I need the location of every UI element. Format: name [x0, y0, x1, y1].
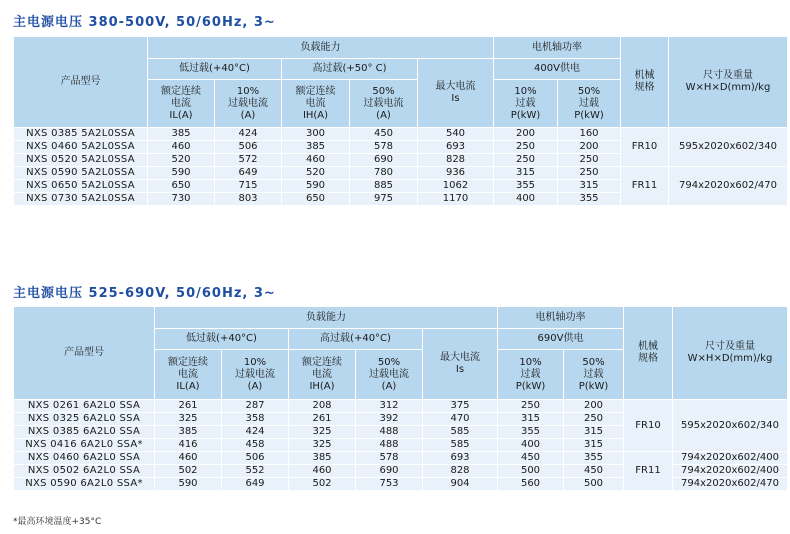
max-current-header: 最大电流 Is: [418, 59, 494, 128]
dims-cell: 794x2020x602/470: [673, 478, 788, 491]
cell: 500: [564, 478, 624, 491]
p50-header: 50% 过载 P(kW): [564, 350, 624, 400]
cell: 312: [356, 400, 423, 413]
cell: 355: [494, 180, 558, 193]
cell: 488: [356, 439, 423, 452]
cell: 200: [494, 128, 558, 141]
model-cell: NXS 0590 6A2L0 SSA*: [14, 478, 155, 491]
spec-table-525-690v: [13, 306, 788, 491]
dims-cell: 595x2020x602/340: [673, 400, 788, 452]
dims-cell: 794x2020x602/400: [673, 465, 788, 478]
cell: 828: [418, 154, 494, 167]
low-overload-header: 低过载(+40°C): [155, 329, 289, 350]
frame-header: 机械 规格: [621, 37, 669, 128]
cell: 590: [148, 167, 215, 180]
model-cell: NXS 0502 6A2L0 SSA: [14, 465, 155, 478]
cell: 975: [350, 193, 418, 206]
table-row: [14, 452, 788, 465]
cell: 400: [494, 193, 558, 206]
cell: 730: [148, 193, 215, 206]
cell: 470: [423, 413, 498, 426]
motor-power-header: 电机轴功率: [498, 307, 624, 329]
cell: 355: [558, 193, 621, 206]
cell: 753: [356, 478, 423, 491]
cell: 424: [215, 128, 282, 141]
load-capacity-header: 负载能力: [148, 37, 494, 59]
cell: 520: [282, 167, 350, 180]
cell: 590: [282, 180, 350, 193]
cell: 585: [423, 426, 498, 439]
cell: 287: [222, 400, 289, 413]
rated-current-header: 额定连续 电流 IL(A): [155, 350, 222, 400]
footnote: *最高环境温度+35°C: [13, 517, 102, 527]
p50-header: 50% 过载 P(kW): [558, 80, 621, 128]
p10-header: 10% 过载 P(kW): [494, 80, 558, 128]
cell: 355: [564, 452, 624, 465]
cell: 300: [282, 128, 350, 141]
cell: 552: [222, 465, 289, 478]
cell: 250: [494, 141, 558, 154]
cell: 506: [222, 452, 289, 465]
cell: 250: [494, 154, 558, 167]
col-model-header: 产品型号: [14, 37, 148, 128]
rated-current-h-header: 额定连续 电流 IH(A): [282, 80, 350, 128]
cell: 693: [418, 141, 494, 154]
cell: 261: [155, 400, 222, 413]
cell: 450: [564, 465, 624, 478]
dims-cell: 595x2020x602/340: [669, 128, 788, 167]
cell: 715: [215, 180, 282, 193]
high-overload-header: 高过载(+50° C): [282, 59, 418, 80]
cell: 590: [155, 478, 222, 491]
cell: 358: [222, 413, 289, 426]
overload-10-header: 10% 过载电流 (A): [222, 350, 289, 400]
cell: 392: [356, 413, 423, 426]
cell: 424: [222, 426, 289, 439]
model-cell: NXS 0416 6A2L0 SSA*: [14, 439, 155, 452]
overload-10-header: 10% 过载电流 (A): [215, 80, 282, 128]
table-row: [14, 128, 788, 141]
model-cell: NXS 0385 5A2L0SSA: [14, 128, 148, 141]
cell: 540: [418, 128, 494, 141]
cell: 385: [282, 141, 350, 154]
cell: 560: [498, 478, 564, 491]
table-row: [14, 400, 788, 413]
cell: 208: [289, 400, 356, 413]
load-capacity-header: 负载能力: [155, 307, 498, 329]
motor-power-header: 电机轴功率: [494, 37, 621, 59]
model-cell: NXS 0385 6A2L0 SSA: [14, 426, 155, 439]
cell: 385: [155, 426, 222, 439]
cell: 649: [222, 478, 289, 491]
cell: 315: [494, 167, 558, 180]
rated-current-h-header: 额定连续 电流 IH(A): [289, 350, 356, 400]
cell: 1170: [418, 193, 494, 206]
cell: 250: [564, 413, 624, 426]
high-overload-header: 高过载(+40°C): [289, 329, 423, 350]
p10-header: 10% 过载 P(kW): [498, 350, 564, 400]
cell: 450: [350, 128, 418, 141]
cell: 400: [498, 439, 564, 452]
col-model-header: 产品型号: [14, 307, 155, 400]
cell: 315: [564, 439, 624, 452]
cell: 650: [282, 193, 350, 206]
cell: 315: [564, 426, 624, 439]
cell: 385: [148, 128, 215, 141]
cell: 690: [350, 154, 418, 167]
dims-cell: 794x2020x602/400: [673, 452, 788, 465]
cell: 200: [564, 400, 624, 413]
cell: 460: [282, 154, 350, 167]
cell: 458: [222, 439, 289, 452]
cell: 936: [418, 167, 494, 180]
dims-header: 尺寸及重量 W×H×D(mm)/kg: [673, 307, 788, 400]
overload-50-header: 50% 过载电流 (A): [350, 80, 418, 128]
model-cell: NXS 0590 5A2L0SSA: [14, 167, 148, 180]
low-overload-header: 低过载(+40°C): [148, 59, 282, 80]
cell: 160: [558, 128, 621, 141]
cell: 385: [289, 452, 356, 465]
supply-header: 400V供电: [494, 59, 621, 80]
cell: 500: [498, 465, 564, 478]
model-cell: NXS 0261 6A2L0 SSA: [14, 400, 155, 413]
model-cell: NXS 0650 5A2L0SSA: [14, 180, 148, 193]
cell: 502: [289, 478, 356, 491]
model-cell: NXS 0325 6A2L0 SSA: [14, 413, 155, 426]
max-current-header: 最大电流 Is: [423, 329, 498, 400]
cell: 803: [215, 193, 282, 206]
model-cell: NXS 0460 5A2L0SSA: [14, 141, 148, 154]
model-cell: NXS 0460 6A2L0 SSA: [14, 452, 155, 465]
cell: 460: [155, 452, 222, 465]
cell: 375: [423, 400, 498, 413]
spec-table-380-500v: [13, 36, 788, 206]
cell: 506: [215, 141, 282, 154]
model-cell: NXS 0520 5A2L0SSA: [14, 154, 148, 167]
cell: 690: [356, 465, 423, 478]
cell: 828: [423, 465, 498, 478]
supply-header: 690V供电: [498, 329, 624, 350]
rated-current-header: 额定连续 电流 IL(A): [148, 80, 215, 128]
cell: 488: [356, 426, 423, 439]
cell: 649: [215, 167, 282, 180]
cell: 250: [558, 167, 621, 180]
cell: 460: [148, 141, 215, 154]
cell: 502: [155, 465, 222, 478]
dims-header: 尺寸及重量 W×H×D(mm)/kg: [669, 37, 788, 128]
section2-title: 主电源电压 525-690V, 50/60Hz, 3~: [13, 286, 276, 301]
frame-cell: FR10: [624, 400, 673, 452]
cell: 250: [498, 400, 564, 413]
cell: 250: [558, 154, 621, 167]
cell: 460: [289, 465, 356, 478]
cell: 200: [558, 141, 621, 154]
cell: 325: [289, 426, 356, 439]
overload-50-header: 50% 过载电流 (A): [356, 350, 423, 400]
dims-cell: 794x2020x602/470: [669, 167, 788, 206]
cell: 885: [350, 180, 418, 193]
frame-cell: FR11: [624, 452, 673, 491]
cell: 780: [350, 167, 418, 180]
cell: 585: [423, 439, 498, 452]
cell: 904: [423, 478, 498, 491]
cell: 693: [423, 452, 498, 465]
cell: 315: [498, 413, 564, 426]
cell: 355: [498, 426, 564, 439]
cell: 520: [148, 154, 215, 167]
table-row: [14, 167, 788, 180]
cell: 578: [356, 452, 423, 465]
cell: 261: [289, 413, 356, 426]
model-cell: NXS 0730 5A2L0SSA: [14, 193, 148, 206]
cell: 650: [148, 180, 215, 193]
cell: 325: [289, 439, 356, 452]
cell: 325: [155, 413, 222, 426]
cell: 1062: [418, 180, 494, 193]
section1-title: 主电源电压 380-500V, 50/60Hz, 3~: [13, 15, 276, 30]
cell: 572: [215, 154, 282, 167]
frame-cell: FR10: [621, 128, 669, 167]
cell: 578: [350, 141, 418, 154]
frame-cell: FR11: [621, 167, 669, 206]
cell: 315: [558, 180, 621, 193]
cell: 450: [498, 452, 564, 465]
frame-header: 机械 规格: [624, 307, 673, 400]
cell: 416: [155, 439, 222, 452]
